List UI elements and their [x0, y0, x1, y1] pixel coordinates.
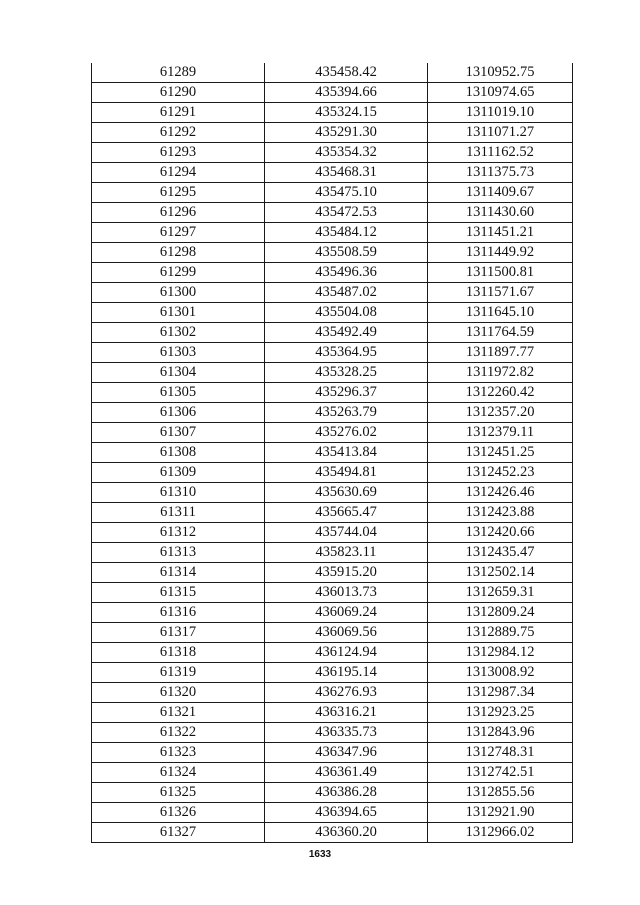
y-coordinate-cell: 1311449.92: [428, 243, 573, 263]
point-id-cell: 61313: [92, 543, 265, 563]
table-row: [92, 803, 573, 823]
table-row: [92, 463, 573, 483]
y-coordinate-cell: 1312923.25: [428, 703, 573, 723]
y-coordinate-cell: 1310974.65: [428, 83, 573, 103]
point-id-cell: 61311: [92, 503, 265, 523]
point-id-cell: 61320: [92, 683, 265, 703]
table-row: [92, 123, 573, 143]
y-coordinate-cell: 1312452.23: [428, 463, 573, 483]
x-coordinate-cell: 435915.20: [265, 563, 428, 583]
y-coordinate-cell: 1312855.56: [428, 783, 573, 803]
x-coordinate-cell: 435492.49: [265, 323, 428, 343]
table-row: [92, 143, 573, 163]
table-row: [92, 423, 573, 443]
point-id-cell: 61294: [92, 163, 265, 183]
y-coordinate-cell: 1311019.10: [428, 103, 573, 123]
table-row: [92, 603, 573, 623]
y-coordinate-cell: 1311409.67: [428, 183, 573, 203]
y-coordinate-cell: 1312987.34: [428, 683, 573, 703]
point-id-cell: 61303: [92, 343, 265, 363]
y-coordinate-cell: 1311764.59: [428, 323, 573, 343]
y-coordinate-cell: 1311375.73: [428, 163, 573, 183]
table-row: [92, 283, 573, 303]
table-row: [92, 823, 573, 843]
x-coordinate-cell: 435630.69: [265, 483, 428, 503]
x-coordinate-cell: 435276.02: [265, 423, 428, 443]
coordinate-table: [91, 63, 573, 843]
table-row: [92, 723, 573, 743]
x-coordinate-cell: 435328.25: [265, 363, 428, 383]
point-id-cell: 61321: [92, 703, 265, 723]
x-coordinate-cell: 435468.31: [265, 163, 428, 183]
point-id-cell: 61295: [92, 183, 265, 203]
y-coordinate-cell: 1312451.25: [428, 443, 573, 463]
point-id-cell: 61296: [92, 203, 265, 223]
point-id-cell: 61290: [92, 83, 265, 103]
point-id-cell: 61304: [92, 363, 265, 383]
x-coordinate-cell: 435494.81: [265, 463, 428, 483]
point-id-cell: 61317: [92, 623, 265, 643]
table-row: [92, 623, 573, 643]
x-coordinate-cell: 436386.28: [265, 783, 428, 803]
point-id-cell: 61302: [92, 323, 265, 343]
table-row: [92, 743, 573, 763]
x-coordinate-cell: 435364.95: [265, 343, 428, 363]
x-coordinate-cell: 435744.04: [265, 523, 428, 543]
point-id-cell: 61325: [92, 783, 265, 803]
y-coordinate-cell: 1312966.02: [428, 823, 573, 843]
x-coordinate-cell: 436124.94: [265, 643, 428, 663]
table-row: [92, 183, 573, 203]
table-row: [92, 83, 573, 103]
table-row: [92, 223, 573, 243]
y-coordinate-cell: 1312748.31: [428, 743, 573, 763]
table-row: [92, 783, 573, 803]
x-coordinate-cell: 435291.30: [265, 123, 428, 143]
point-id-cell: 61299: [92, 263, 265, 283]
x-coordinate-cell: 436394.65: [265, 803, 428, 823]
table-row: [92, 583, 573, 603]
y-coordinate-cell: 1311500.81: [428, 263, 573, 283]
point-id-cell: 61306: [92, 403, 265, 423]
point-id-cell: 61305: [92, 383, 265, 403]
x-coordinate-cell: 435823.11: [265, 543, 428, 563]
table-row: [92, 303, 573, 323]
x-coordinate-cell: 435324.15: [265, 103, 428, 123]
x-coordinate-cell: 435263.79: [265, 403, 428, 423]
y-coordinate-cell: 1312984.12: [428, 643, 573, 663]
x-coordinate-cell: 436316.21: [265, 703, 428, 723]
page-number: 1633: [308, 849, 332, 860]
x-coordinate-cell: 436276.93: [265, 683, 428, 703]
table-row: [92, 163, 573, 183]
table-row: [92, 243, 573, 263]
point-id-cell: 61323: [92, 743, 265, 763]
table-row: [92, 643, 573, 663]
point-id-cell: 61300: [92, 283, 265, 303]
y-coordinate-cell: 1311645.10: [428, 303, 573, 323]
point-id-cell: 61312: [92, 523, 265, 543]
y-coordinate-cell: 1311451.21: [428, 223, 573, 243]
point-id-cell: 61298: [92, 243, 265, 263]
point-id-cell: 61314: [92, 563, 265, 583]
table-row: [92, 483, 573, 503]
point-id-cell: 61308: [92, 443, 265, 463]
y-coordinate-cell: 1311430.60: [428, 203, 573, 223]
table-row: [92, 543, 573, 563]
table-row: [92, 503, 573, 523]
table-row: [92, 763, 573, 783]
table-row: [92, 203, 573, 223]
x-coordinate-cell: 436013.73: [265, 583, 428, 603]
point-id-cell: 61309: [92, 463, 265, 483]
y-coordinate-cell: 1311897.77: [428, 343, 573, 363]
point-id-cell: 61292: [92, 123, 265, 143]
y-coordinate-cell: 1313008.92: [428, 663, 573, 683]
point-id-cell: 61327: [92, 823, 265, 843]
x-coordinate-cell: 435484.12: [265, 223, 428, 243]
y-coordinate-cell: 1312426.46: [428, 483, 573, 503]
y-coordinate-cell: 1312889.75: [428, 623, 573, 643]
table-row: [92, 403, 573, 423]
x-coordinate-cell: 436069.56: [265, 623, 428, 643]
point-id-cell: 61293: [92, 143, 265, 163]
point-id-cell: 61315: [92, 583, 265, 603]
x-coordinate-cell: 435472.53: [265, 203, 428, 223]
y-coordinate-cell: 1312435.47: [428, 543, 573, 563]
y-coordinate-cell: 1312742.51: [428, 763, 573, 783]
y-coordinate-cell: 1312921.90: [428, 803, 573, 823]
x-coordinate-cell: 435508.59: [265, 243, 428, 263]
table-row: [92, 443, 573, 463]
x-coordinate-cell: 435475.10: [265, 183, 428, 203]
point-id-cell: 61316: [92, 603, 265, 623]
x-coordinate-cell: 435487.02: [265, 283, 428, 303]
y-coordinate-cell: 1312502.14: [428, 563, 573, 583]
x-coordinate-cell: 436195.14: [265, 663, 428, 683]
y-coordinate-cell: 1312809.24: [428, 603, 573, 623]
y-coordinate-cell: 1312420.66: [428, 523, 573, 543]
y-coordinate-cell: 1312659.31: [428, 583, 573, 603]
x-coordinate-cell: 435504.08: [265, 303, 428, 323]
point-id-cell: 61310: [92, 483, 265, 503]
table-row: [92, 383, 573, 403]
x-coordinate-cell: 436335.73: [265, 723, 428, 743]
point-id-cell: 61319: [92, 663, 265, 683]
table-row: [92, 663, 573, 683]
point-id-cell: 61324: [92, 763, 265, 783]
point-id-cell: 61326: [92, 803, 265, 823]
point-id-cell: 61322: [92, 723, 265, 743]
x-coordinate-cell: 436360.20: [265, 823, 428, 843]
table-row: [92, 703, 573, 723]
x-coordinate-cell: 436347.96: [265, 743, 428, 763]
x-coordinate-cell: 435413.84: [265, 443, 428, 463]
table-row: [92, 523, 573, 543]
y-coordinate-cell: 1311571.67: [428, 283, 573, 303]
x-coordinate-cell: 435354.32: [265, 143, 428, 163]
y-coordinate-cell: 1311071.27: [428, 123, 573, 143]
point-id-cell: 61318: [92, 643, 265, 663]
y-coordinate-cell: 1311162.52: [428, 143, 573, 163]
x-coordinate-cell: 436361.49: [265, 763, 428, 783]
table-row: [92, 263, 573, 283]
x-coordinate-cell: 436069.24: [265, 603, 428, 623]
table-row: [92, 363, 573, 383]
point-id-cell: 61289: [92, 63, 265, 83]
y-coordinate-cell: 1312843.96: [428, 723, 573, 743]
point-id-cell: 61297: [92, 223, 265, 243]
coordinate-table-body: [92, 63, 573, 843]
point-id-cell: 61307: [92, 423, 265, 443]
y-coordinate-cell: 1312357.20: [428, 403, 573, 423]
y-coordinate-cell: 1312379.11: [428, 423, 573, 443]
x-coordinate-cell: 435496.36: [265, 263, 428, 283]
table-row: [92, 323, 573, 343]
point-id-cell: 61301: [92, 303, 265, 323]
point-id-cell: 61291: [92, 103, 265, 123]
x-coordinate-cell: 435458.42: [265, 63, 428, 83]
y-coordinate-cell: 1311972.82: [428, 363, 573, 383]
table-row: [92, 63, 573, 83]
y-coordinate-cell: 1310952.75: [428, 63, 573, 83]
y-coordinate-cell: 1312423.88: [428, 503, 573, 523]
x-coordinate-cell: 435296.37: [265, 383, 428, 403]
table-row: [92, 343, 573, 363]
x-coordinate-cell: 435394.66: [265, 83, 428, 103]
x-coordinate-cell: 435665.47: [265, 503, 428, 523]
table-row: [92, 563, 573, 583]
table-row: [92, 103, 573, 123]
table-row: [92, 683, 573, 703]
y-coordinate-cell: 1312260.42: [428, 383, 573, 403]
